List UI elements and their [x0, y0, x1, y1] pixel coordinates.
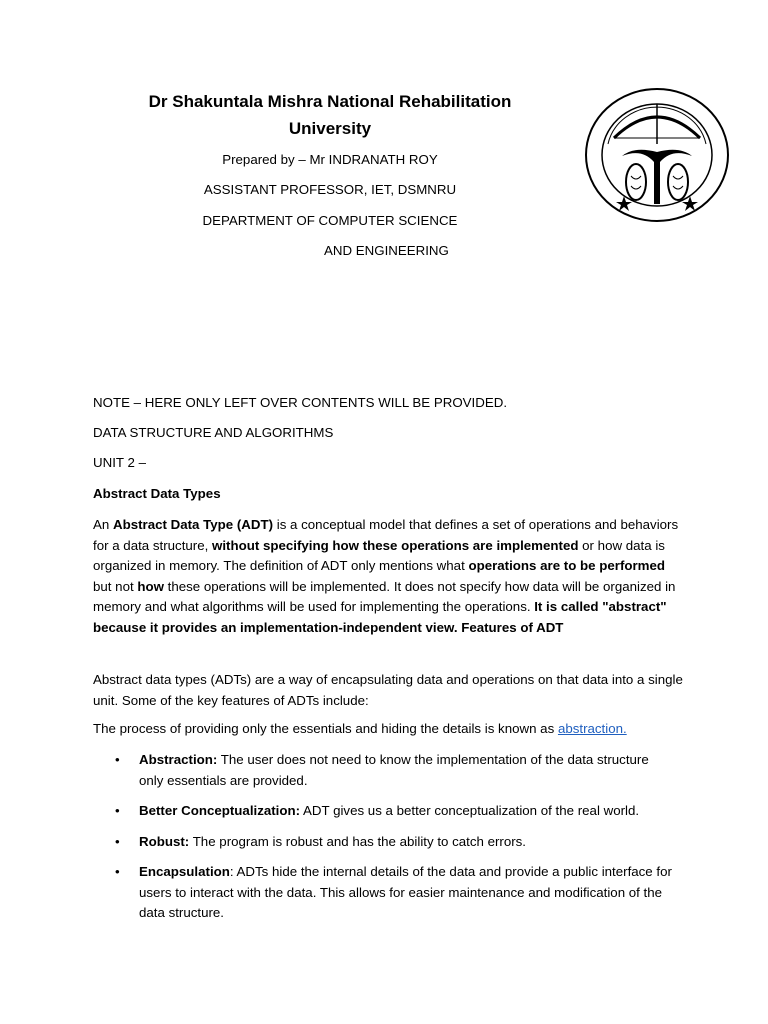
- bold-run: Abstract Data Type (ADT): [112, 517, 274, 532]
- text-run: these operations will be implemented. It does not specify how data will be organized in memory and what algorithms will be used for implementing the operations.: [93, 578, 676, 614]
- feature-term: Encapsulation: [139, 864, 230, 879]
- text-run: An: [93, 517, 113, 532]
- subject-line: DATA STRUCTURE AND ALGORITHMS: [93, 425, 334, 440]
- bullet-icon: •: [115, 752, 120, 767]
- abstraction-line: [93, 721, 627, 736]
- features-intro-paragraph: Abstract data types (ADTs) are a way of encapsulating data and operations on that data into a single unit. Some of the key features of ADTs include:: [93, 672, 683, 708]
- abstraction-link[interactable]: abstraction.: [557, 721, 627, 736]
- text-run: The process of providing only the essentials and hiding the details is known as: [93, 721, 558, 736]
- bold-run: operations are to be performed: [468, 558, 666, 573]
- feature-desc: ADT gives us a better conceptualization of the real world.: [300, 803, 640, 818]
- list-item: [93, 862, 673, 924]
- section-heading: Abstract Data Types: [93, 486, 221, 501]
- prepared-by: Prepared by – Mr INDRANATH ROY: [222, 152, 438, 167]
- bold-run: without specifying how these operations are implemented: [212, 537, 579, 553]
- note-line: NOTE – HERE ONLY LEFT OVER CONTENTS WILL BE PROVIDED.: [93, 395, 508, 410]
- bold-run: how: [137, 578, 164, 594]
- list-item: [93, 750, 673, 791]
- unit-line: UNIT 2 –: [93, 455, 146, 470]
- up-government-seal-logo: [584, 86, 730, 224]
- list-item: [93, 832, 673, 853]
- feature-term: Robust:: [139, 833, 190, 849]
- feature-desc: The user does not need to know the implementation of the data structure only essentials are provided.: [139, 752, 649, 788]
- list-item: [93, 801, 673, 822]
- text-run: is a conceptual model that defines a set of operations and behaviors for a data structure,: [93, 517, 679, 553]
- bullet-icon: •: [115, 864, 120, 879]
- university-title: Dr Shakuntala Mishra National Rehabilitation University: [148, 92, 512, 138]
- bold-run: It is called "abstract" because it provides an implementation-independent view.: [93, 599, 667, 635]
- features-list: [93, 750, 673, 934]
- adt-definition-paragraph: [93, 515, 683, 638]
- department-line-1: DEPARTMENT OF COMPUTER SCIENCE: [202, 213, 458, 228]
- text-run: or how data is organized in memory. The definition of ADT only mentions what: [93, 537, 665, 573]
- bullet-icon: •: [115, 833, 120, 849]
- feature-desc: : ADTs hide the internal details of the data and provide a public interface for users to interact with the data. This allows for easier maintenance and modification of the data structure.: [139, 864, 672, 920]
- bullet-icon: •: [115, 803, 120, 818]
- feature-term: Abstraction:: [139, 752, 218, 767]
- department-line-2: AND ENGINEERING: [324, 243, 449, 258]
- feature-desc: The program is robust and has the ability to catch errors.: [189, 833, 527, 849]
- features-heading: Features of ADT: [461, 619, 564, 635]
- feature-term: Better Conceptualization:: [139, 803, 301, 818]
- designation: ASSISTANT PROFESSOR, IET, DSMNRU: [203, 182, 457, 197]
- text-run: but not: [93, 578, 138, 594]
